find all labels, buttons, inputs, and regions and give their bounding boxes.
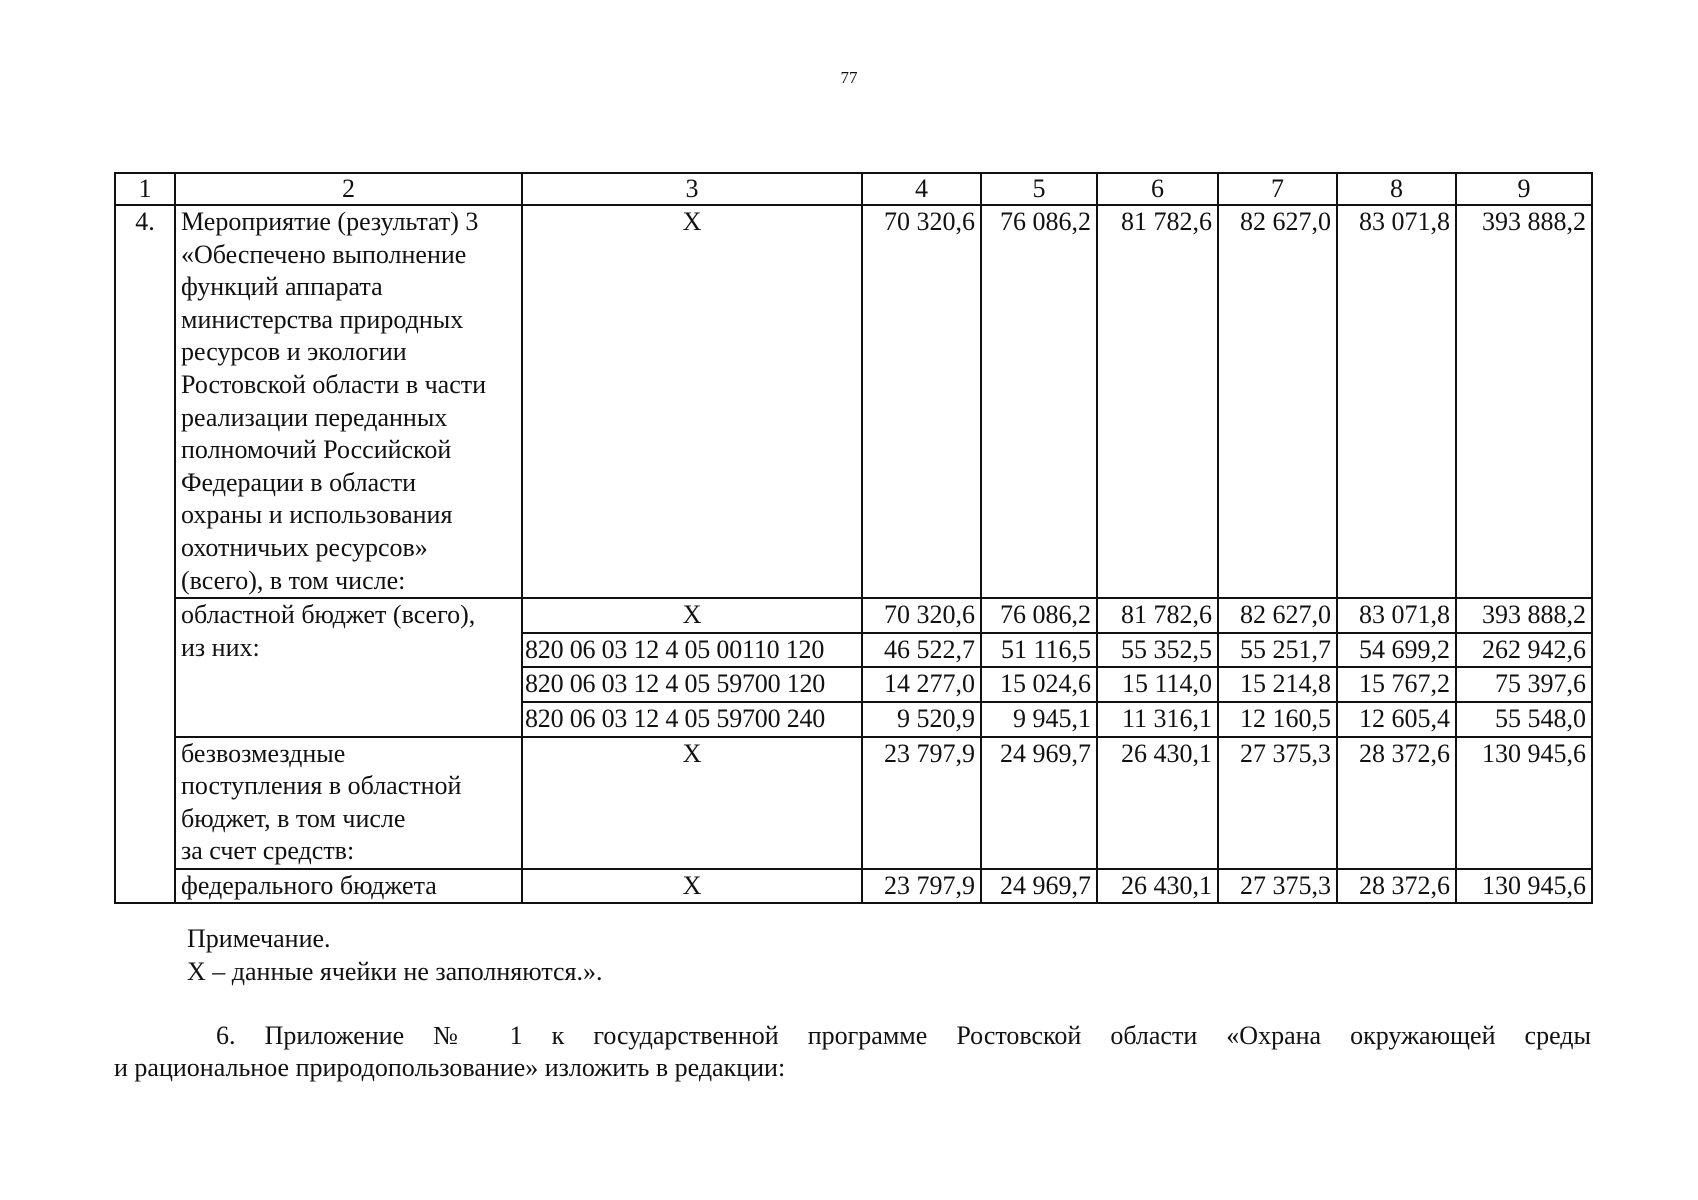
table-row-gratuitous-receipts [115,737,1592,869]
activity-name-cell [175,205,522,598]
table-note [187,922,603,988]
value-cell: 75 397,6 [1456,667,1592,702]
value-cell: 46 522,7 [862,633,981,668]
value-cell: 76 086,2 [981,598,1097,633]
value-cell: 12 605,4 [1337,702,1456,737]
row-number-cell: 4. [115,205,175,903]
value-cell: 393 888,2 [1456,205,1592,598]
value-cell: 28 372,6 [1337,737,1456,869]
budget-code-cell: 820 06 03 12 4 05 59700 240 [522,702,862,737]
value-cell: 24 969,7 [981,737,1097,869]
value-cell: 9 520,9 [862,702,981,737]
value-cell: 23 797,9 [862,869,981,904]
value-cell: 23 797,9 [862,737,981,869]
header-cell: 8 [1337,173,1456,205]
value-cell: 81 782,6 [1097,598,1218,633]
value-cell: 26 430,1 [1097,737,1218,869]
value-cell: 54 699,2 [1337,633,1456,668]
value-cell: 11 316,1 [1097,702,1218,737]
paragraph-line: и рациональное природопользование» изложить в редакции: [114,1053,786,1082]
note-text: Х – данные ячейки не заполняются.». [187,957,603,986]
activity-name-line: полномочий Российской [181,435,452,465]
federal-budget-label-cell: федерального бюджета [175,869,522,904]
gratuitous-line: за счет средств: [181,836,355,866]
value-cell: 55 352,5 [1097,633,1218,668]
value-cell: 26 430,1 [1097,869,1218,904]
value-cell: 393 888,2 [1456,598,1592,633]
value-cell: 81 782,6 [1097,205,1218,598]
header-cell: 3 [522,173,862,205]
header-cell: 4 [862,173,981,205]
page-number: 77 [840,68,858,87]
header-cell: 5 [981,173,1097,205]
activity-name-line: ресурсов и экологии [181,337,407,367]
note-title: Примечание. [187,924,331,953]
header-cell: 1 [115,173,175,205]
table-header-row [115,173,1592,205]
value-cell: 83 071,8 [1337,598,1456,633]
value-cell: 12 160,5 [1218,702,1337,737]
value-cell: 82 627,0 [1218,205,1337,598]
regional-budget-line: из них: [181,632,260,662]
header-cell: 2 [175,173,522,205]
value-cell: 83 071,8 [1337,205,1456,598]
activity-name-line: (всего), в том числе: [181,565,406,595]
value-cell: 82 627,0 [1218,598,1337,633]
budget-code-cell: 820 06 03 12 4 05 59700 120 [522,667,862,702]
value-cell: 15 024,6 [981,667,1097,702]
value-cell: 70 320,6 [862,598,981,633]
header-cell: 7 [1218,173,1337,205]
value-cell: 76 086,2 [981,205,1097,598]
gratuitous-line: поступления в областной [181,771,462,801]
gratuitous-label-cell [175,737,522,869]
code-cell: Х [522,737,862,869]
table-row-federal-budget [115,869,1592,904]
table-row-regional-budget [115,598,1592,633]
activity-name-line: реализации переданных [181,402,448,432]
activity-name-line: министерства природных [181,304,464,334]
value-cell: 9 945,1 [981,702,1097,737]
gratuitous-line: безвозмездные [181,738,346,768]
header-cell: 9 [1456,173,1592,205]
regional-budget-label-cell [175,598,522,736]
activity-name-line: Федерации в области [181,467,416,497]
value-cell: 70 320,6 [862,205,981,598]
activity-name-line: «Обеспечено выполнение [181,239,467,269]
table-row-main-activity [115,205,1592,598]
gratuitous-line: бюджет, в том числе [181,803,406,833]
value-cell: 130 945,6 [1456,737,1592,869]
value-cell: 27 375,3 [1218,869,1337,904]
budget-table [114,172,1593,904]
value-cell: 262 942,6 [1456,633,1592,668]
header-cell: 6 [1097,173,1218,205]
amendment-paragraph [114,1020,1591,1084]
activity-name-line: охотничьих ресурсов» [181,532,428,562]
value-cell: 51 116,5 [981,633,1097,668]
value-cell: 15 114,0 [1097,667,1218,702]
code-cell: Х [522,205,862,598]
value-cell: 15 767,2 [1337,667,1456,702]
value-cell: 14 277,0 [862,667,981,702]
value-cell: 55 548,0 [1456,702,1592,737]
activity-name-line: Мероприятие (результат) 3 [181,207,479,236]
activity-name-line: функций аппарата [181,272,383,302]
code-cell: Х [522,598,862,633]
budget-code-cell: 820 06 03 12 4 05 00110 120 [522,633,862,668]
paragraph-line: 6. Приложение № 1 к государственной программе Ростовской области «Охрана окружающей среды [216,1021,1591,1050]
value-cell: 27 375,3 [1218,737,1337,869]
activity-name-line: Ростовской области в части [181,369,487,399]
value-cell: 15 214,8 [1218,667,1337,702]
value-cell: 28 372,6 [1337,869,1456,904]
activity-name-line: охраны и использования [181,500,453,530]
regional-budget-line: областной бюджет (всего), [181,600,476,630]
value-cell: 130 945,6 [1456,869,1592,904]
code-cell: Х [522,869,862,904]
value-cell: 55 251,7 [1218,633,1337,668]
value-cell: 24 969,7 [981,869,1097,904]
